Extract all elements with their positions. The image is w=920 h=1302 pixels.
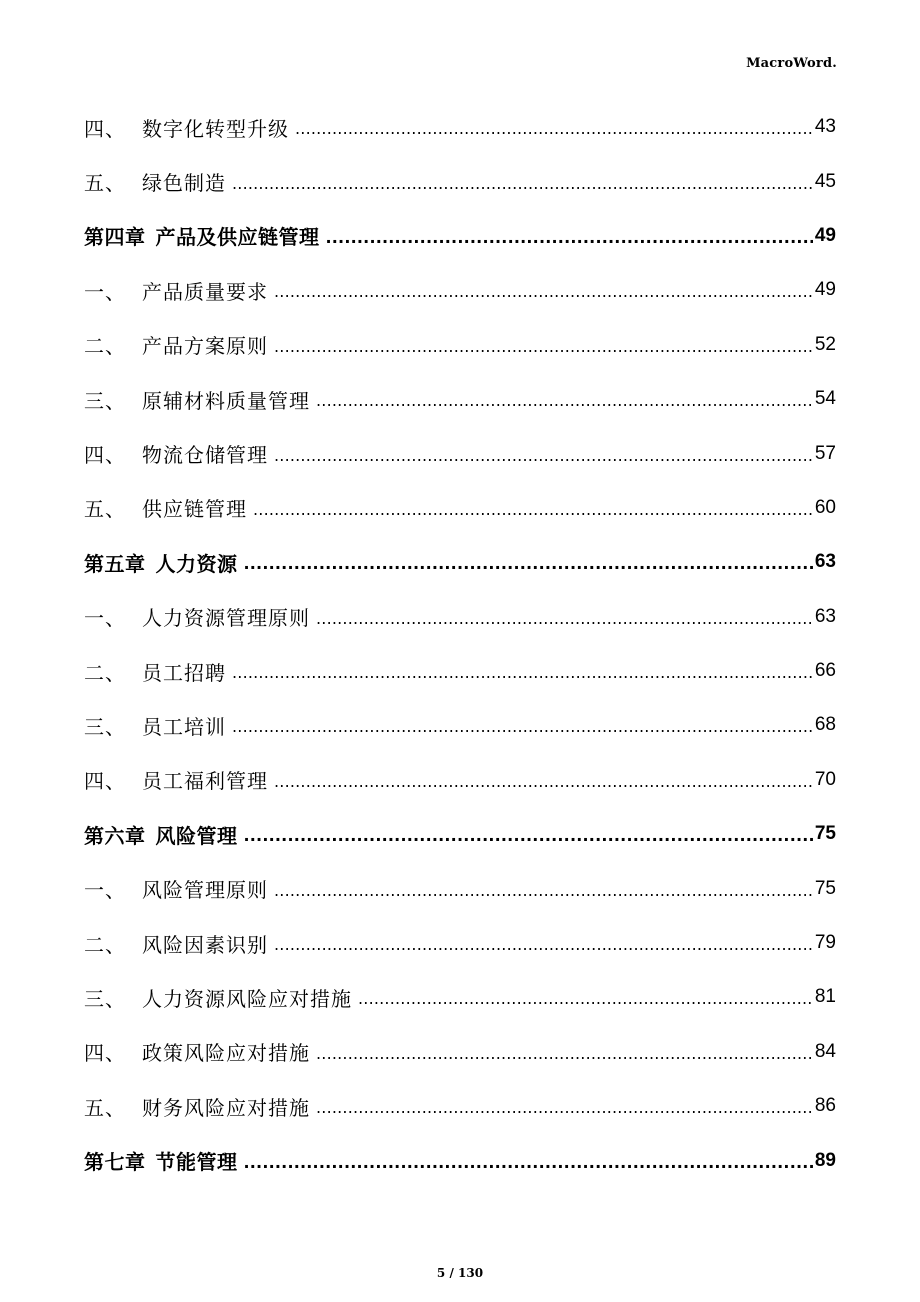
toc-section-number: 五、: [84, 1095, 126, 1120]
toc-entry-title: 节能管理: [155, 1150, 238, 1175]
toc-dot-leader: [232, 659, 813, 683]
toc-dot-leader: [232, 170, 813, 194]
toc-dot-leader: [274, 931, 813, 955]
toc-entry-title: 绿色制造: [142, 171, 226, 196]
toc-entry-title: 供应链管理: [142, 497, 247, 522]
toc-page-number: 57: [814, 442, 836, 464]
toc-chapter-label: 第五章: [84, 551, 146, 576]
toc-section-entry[interactable]: [84, 590, 836, 644]
toc-entry-title: 产品质量要求: [142, 279, 268, 304]
toc-section-entry[interactable]: [84, 481, 836, 535]
toc-section-entry[interactable]: [84, 426, 836, 480]
toc-entry-title: 风险管理: [155, 823, 238, 848]
toc-page-number: 68: [814, 714, 836, 736]
toc-dot-leader: [274, 442, 813, 466]
toc-dot-leader: [326, 224, 813, 248]
toc-page-number: 60: [814, 496, 836, 518]
toc-section-number: 二、: [84, 932, 126, 957]
toc-entry-title: 财务风险应对措施: [142, 1095, 310, 1120]
toc-dot-leader: [274, 333, 813, 357]
toc-entry-title: 人力资源: [155, 551, 238, 576]
toc-section-number: 四、: [84, 1041, 126, 1066]
toc-page-number: 70: [814, 768, 836, 790]
toc-dot-leader: [316, 1094, 813, 1118]
toc-entry-title: 员工福利管理: [142, 769, 268, 794]
toc-entry-title: 政策风险应对措施: [142, 1041, 310, 1066]
toc-dot-leader: [253, 496, 813, 520]
toc-section-entry[interactable]: [84, 698, 836, 752]
toc-page-number: 66: [814, 660, 836, 682]
toc-chapter-entry[interactable]: [84, 535, 836, 589]
toc-chapter-label: 第六章: [84, 823, 146, 848]
toc-section-number: 五、: [84, 497, 126, 522]
toc-section-number: 五、: [84, 171, 126, 196]
toc-chapter-label: 第四章: [84, 225, 146, 250]
toc-entry-title: 产品方案原则: [142, 334, 268, 359]
toc-dot-leader: [316, 1040, 813, 1064]
toc-section-entry[interactable]: [84, 100, 836, 154]
toc-dot-leader: [244, 1149, 813, 1173]
toc-page-number: 75: [814, 823, 836, 845]
toc-entry-title: 原辅材料质量管理: [142, 388, 310, 413]
toc-page-number: 54: [814, 388, 836, 410]
toc-entry-title: 员工培训: [142, 714, 226, 739]
toc-dot-leader: [316, 387, 813, 411]
toc-dot-leader: [274, 278, 813, 302]
toc-section-number: 三、: [84, 986, 126, 1011]
toc-section-number: 四、: [84, 116, 126, 141]
toc-page-number: 49: [814, 279, 836, 301]
toc-page-number: 75: [814, 877, 836, 899]
toc-page-number: 63: [814, 551, 836, 573]
toc-chapter-entry[interactable]: [84, 209, 836, 263]
toc-entry-title: 产品及供应链管理: [155, 225, 320, 250]
header-brand: MacroWord.: [746, 56, 837, 71]
toc-entry-title: 人力资源风险应对措施: [142, 986, 352, 1011]
toc-page-number: 49: [814, 224, 836, 246]
toc-section-number: 四、: [84, 443, 126, 468]
toc-dot-leader: [274, 877, 813, 901]
toc-page-number: 43: [814, 116, 836, 138]
toc-entry-title: 风险管理原则: [142, 878, 268, 903]
toc-section-entry[interactable]: [84, 861, 836, 915]
toc-dot-leader: [244, 822, 813, 846]
toc-entry-title: 人力资源管理原则: [142, 606, 310, 631]
toc-section-number: 四、: [84, 769, 126, 794]
toc-chapter-entry[interactable]: [84, 807, 836, 861]
page-number: 5 / 130: [436, 1266, 484, 1280]
toc-section-entry[interactable]: [84, 372, 836, 426]
toc-dot-leader: [274, 768, 813, 792]
toc-section-number: 二、: [84, 334, 126, 359]
toc-entry-title: 数字化转型升级: [142, 116, 289, 141]
toc-dot-leader: [244, 550, 813, 574]
toc-section-entry[interactable]: [84, 644, 836, 698]
toc-section-entry[interactable]: [84, 154, 836, 208]
toc-page-number: 89: [814, 1149, 836, 1171]
toc-section-entry[interactable]: [84, 916, 836, 970]
toc-section-number: 一、: [84, 878, 126, 903]
toc-page-number: 84: [814, 1040, 836, 1062]
toc-section-entry[interactable]: [84, 1025, 836, 1079]
toc-section-entry[interactable]: [84, 318, 836, 372]
toc-section-number: 一、: [84, 279, 126, 304]
toc-section-number: 三、: [84, 388, 126, 413]
toc-section-entry[interactable]: [84, 753, 836, 807]
toc-section-entry[interactable]: [84, 263, 836, 317]
toc-chapter-entry[interactable]: [84, 1133, 836, 1187]
toc-section-number: 三、: [84, 714, 126, 739]
table-of-contents: [84, 100, 836, 1188]
toc-entry-title: 员工招聘: [142, 660, 226, 685]
toc-section-entry[interactable]: [84, 970, 836, 1024]
toc-dot-leader: [295, 115, 813, 139]
toc-page-number: 79: [814, 932, 836, 954]
toc-dot-leader: [316, 605, 813, 629]
toc-chapter-label: 第七章: [84, 1150, 146, 1175]
toc-page-number: 86: [814, 1095, 836, 1117]
toc-page-number: 63: [814, 605, 836, 627]
toc-dot-leader: [358, 985, 813, 1009]
toc-entry-title: 物流仓储管理: [142, 443, 268, 468]
toc-section-entry[interactable]: [84, 1079, 836, 1133]
toc-section-number: 二、: [84, 660, 126, 685]
toc-entry-title: 风险因素识别: [142, 932, 268, 957]
toc-dot-leader: [232, 713, 813, 737]
toc-page-number: 52: [814, 333, 836, 355]
toc-page-number: 45: [814, 170, 836, 192]
toc-page-number: 81: [814, 986, 836, 1008]
toc-section-number: 一、: [84, 606, 126, 631]
